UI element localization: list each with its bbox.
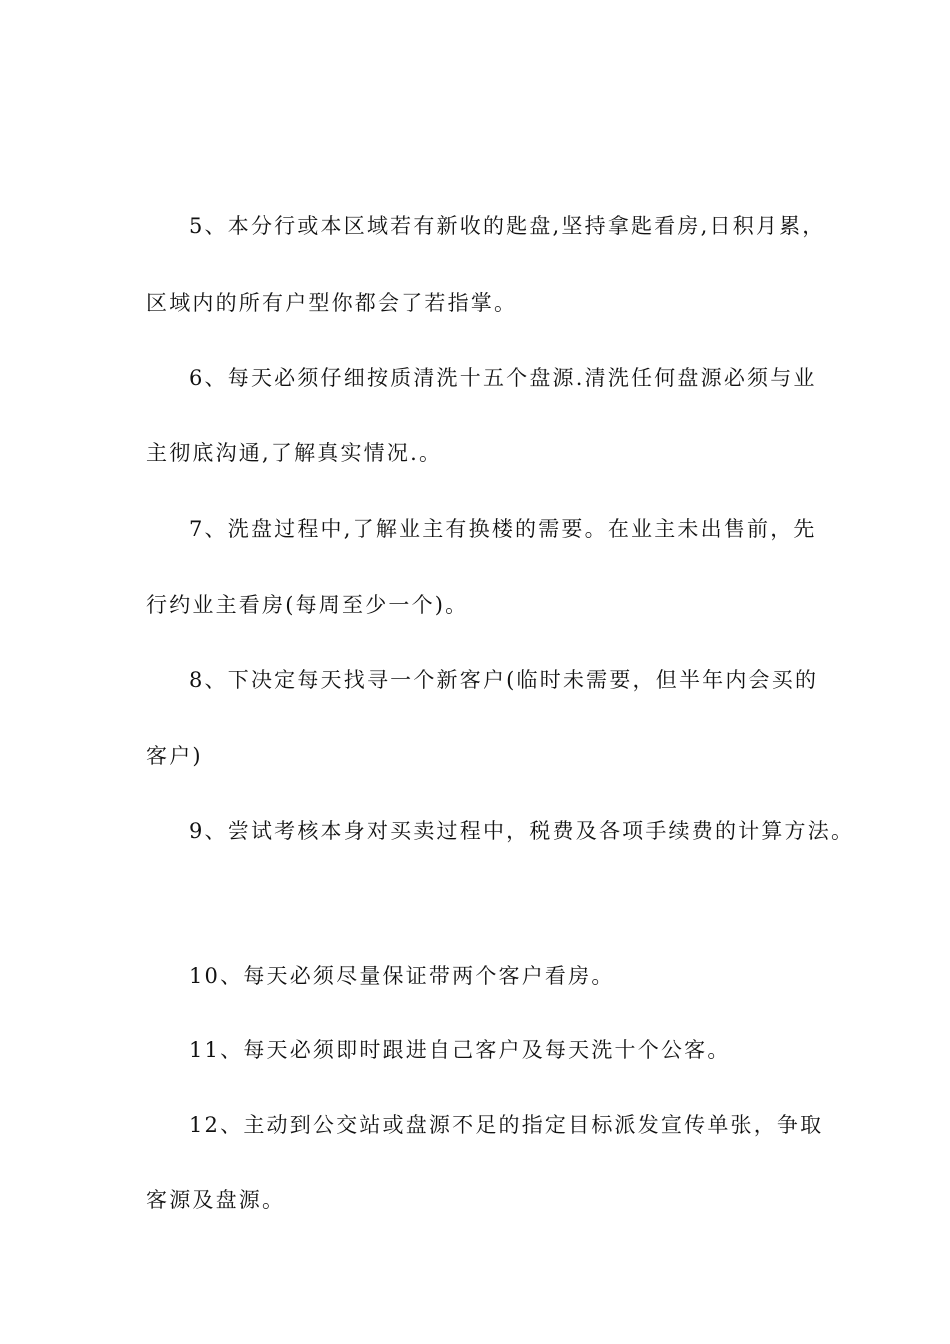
item-6-line-1: 6、每天必须仔细按质清洗十五个盘源.清洗任何盘源必须与业 [189, 366, 817, 390]
item-12-line-1: 12、主动到公交站或盘源不足的指定目标派发宣传单张，争取 [189, 1113, 824, 1137]
item-7-line-2: 行约业主看房(每周至少一个)。 [146, 593, 469, 617]
item-9-line-1: 9、尝试考核本身对买卖过程中，税费及各项手续费的计算方法。 [189, 819, 855, 843]
item-8-line-1: 8、下决定每天找寻一个新客户(临时未需要，但半年内会买的 [189, 668, 819, 692]
item-11-line-1: 11、每天必须即时跟进自己客户及每天洗十个公客。 [189, 1038, 731, 1062]
item-5-line-1: 5、本分行或本区域若有新收的匙盘,坚持拿匙看房,日积月累， [189, 214, 826, 238]
item-5-line-2: 区域内的所有户型你都会了若指掌。 [146, 291, 518, 315]
item-8-line-2: 客户) [146, 744, 203, 768]
item-10-line-1: 10、每天必须尽量保证带两个客户看房。 [189, 964, 615, 988]
item-12-line-2: 客源及盘源。 [146, 1188, 286, 1212]
item-6-line-2: 主彻底沟通,了解真实情况.。 [146, 441, 443, 465]
item-7-line-1: 7、洗盘过程中,了解业主有换楼的需要。在业主未出售前，先 [189, 517, 817, 541]
